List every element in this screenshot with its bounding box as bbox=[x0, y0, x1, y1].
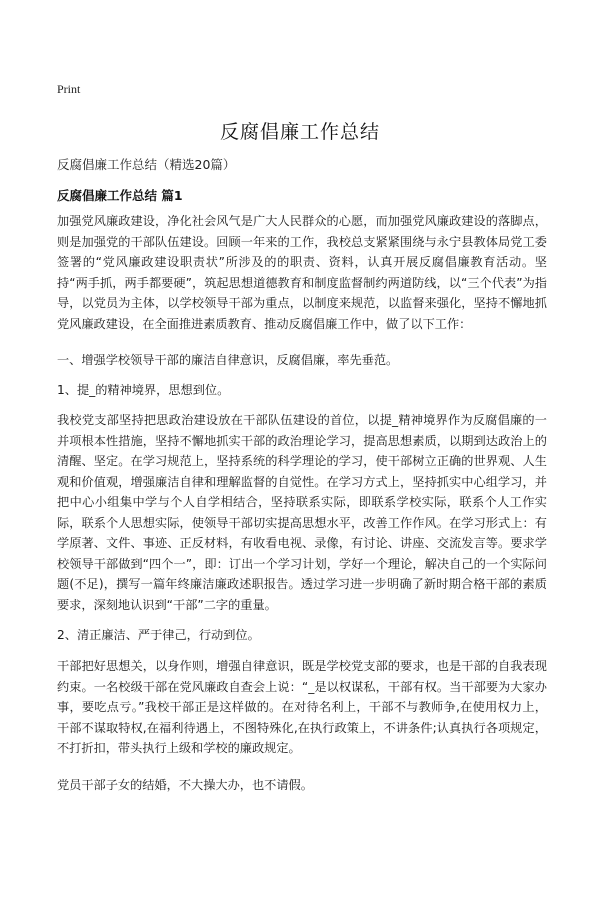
paragraph-children-wedding: 党员干部子女的结婚，不大操大办，也不请假。 bbox=[57, 778, 313, 792]
paragraph-5-block bbox=[57, 625, 547, 646]
paragraph-6-block bbox=[57, 656, 547, 759]
paragraph-intro: 加强党风廉政建设，净化社会风气是广大人民群众的心愿，而加强党风廉政建设的落脚点，则是加强党的干部队伍建设。回顾一年来的工作，我校总支紧紧围绕与永宁县教体局党工委签署的“党风廉政建设职责状”所涉及的的职责、资料，认真开展反腐倡廉教育活动。坚持“两手抓，两手都要硬”，筑起思想道德教育和制度监督制约两道防线，以“三个代表”为指导，以党员为主体，以学校领导干部为重点，以制度来规范，以监督来强化，坚持不懈地抓党风廉政建设，在全面推进素质教育、推动反腐倡廉工作中，做了以下工作： bbox=[57, 214, 547, 331]
page-title: 反腐倡廉工作总结 bbox=[219, 121, 380, 143]
paragraph-3-block bbox=[57, 380, 547, 401]
subheading-item-2: 2、清正廉洁、严于律己，行动到位。 bbox=[57, 628, 260, 642]
heading-item-one: 一、增强学校领导干部的廉洁自律意识，反腐倡廉，率先垂范。 bbox=[57, 353, 399, 367]
paragraph-2-block bbox=[57, 350, 547, 371]
print-label: Print bbox=[57, 82, 81, 96]
paragraph-7-block bbox=[57, 775, 547, 796]
paragraph-study: 我校党支部坚持把思政治建设放在干部队伍建设的首位，以提_精神境界作为反腐倡廉的一并项根本性措施，坚持不懈地抓实干部的政治理论学习，提高思想素质，以期到达政治上的清醒、坚定。在学习规范上，坚持系统的科学理论的学习，使干部树立正确的世界观、人生观和价值观，增强廉洁自律和理解监督的自觉性。在学习方式上，坚持抓实中心组学习，并把中心小组集中学与个人自学相结合，坚持联系实际，即联系学校实际，联系个人工作实际，联系个人思想实际，使领导干部切实提高思想水平，改善工作作风。在学习形式上：有学原著、文件、事迹、正反材料，有收看电视、录像，有讨论、讲座、交流发言等。要求学校领导干部做到“四个一”，即：订出一个学习计划，学好一个理论，解决自己的一个实际问题(不足)，撰写一篇年终廉洁廉政述职报告。透过学习进一步明确了新时期合格干部的素质要求，深刻地认识到“干部”二字的重量。 bbox=[57, 413, 547, 612]
paragraph-1-block bbox=[57, 211, 547, 334]
subheading-item-1: 1、提_的精神境界，思想到位。 bbox=[57, 383, 230, 397]
paragraph-self-discipline: 干部把好思想关，以身作则，增强自律意识，既是学校党支部的要求，也是干部的自我表现约束。一名校级干部在党风廉政自查会上说：“_是以权谋私，干部有权。当干部要为大家办事，要吃点亏。”我校干部正是这样做的。在对待名利上，干部不与教师争,在使用权力上，干部不谋取特权,在福利待遇上，不图特殊化,在执行政策上，不讲条件;认真执行各项规定，不打折扣，带头执行上级和学校的廉政规定。 bbox=[57, 659, 547, 755]
document-subtitle: 反腐倡廉工作总结（精选20篇） bbox=[57, 157, 236, 172]
paragraph-4-block bbox=[57, 410, 547, 615]
section-heading: 反腐倡廉工作总结 篇1 bbox=[57, 188, 183, 203]
